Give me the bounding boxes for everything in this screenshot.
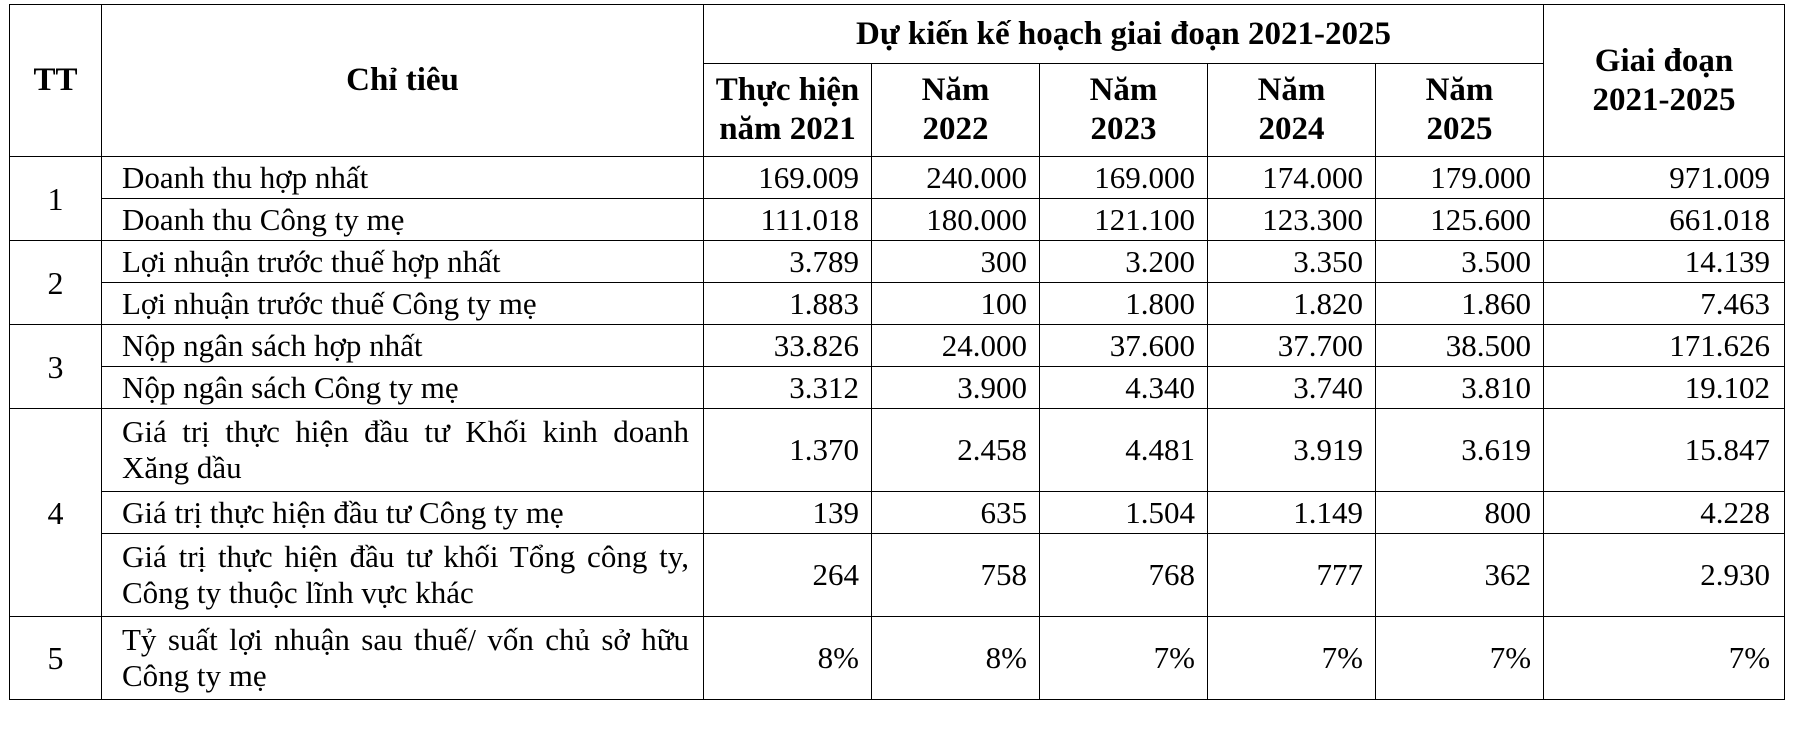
table-row [10,534,1785,617]
cell-value: 4.340 [1040,367,1208,409]
row-number: 1 [10,157,102,241]
cell-value: 3.200 [1040,241,1208,283]
row-number: 3 [10,325,102,409]
cell-value: 111.018 [704,199,872,241]
cell-value: 2.458 [872,409,1040,492]
row-number: 2 [10,241,102,325]
row-number: 5 [10,617,102,700]
row-label: Doanh thu Công ty mẹ [102,199,704,241]
cell-value: 758 [872,534,1040,617]
row-label: Giá trị thực hiện đầu tư Khối kinh doanh Xăng dầu [102,409,704,492]
cell-value: 3.312 [704,367,872,409]
header-chi-tieu: Chỉ tiêu [102,5,704,157]
cell-value: 300 [872,241,1040,283]
row-label: Lợi nhuận trước thuế hợp nhất [102,241,704,283]
table-row [10,325,1785,367]
cell-value: 125.600 [1376,199,1544,241]
cell-value: 1.883 [704,283,872,325]
cell-value: 240.000 [872,157,1040,199]
table-header [10,5,1785,157]
header-col-2025: Năm 2025 [1376,64,1544,157]
header-total: Giai đoạn 2021-2025 [1544,5,1785,157]
header-col-2024: Năm 2024 [1208,64,1376,157]
cell-value: 3.500 [1376,241,1544,283]
cell-value: 7% [1208,617,1376,700]
header-tt: TT [10,5,102,157]
cell-value: 3.350 [1208,241,1376,283]
cell-value: 3.900 [872,367,1040,409]
cell-value: 139 [704,492,872,534]
cell-value: 1.504 [1040,492,1208,534]
cell-total: 171.626 [1544,325,1785,367]
cell-total: 14.139 [1544,241,1785,283]
cell-value: 121.100 [1040,199,1208,241]
cell-value: 1.370 [704,409,872,492]
cell-value: 7% [1376,617,1544,700]
cell-value: 7% [1040,617,1208,700]
row-label: Lợi nhuận trước thuế Công ty mẹ [102,283,704,325]
cell-value: 169.009 [704,157,872,199]
row-label: Nộp ngân sách hợp nhất [102,325,704,367]
cell-total: 4.228 [1544,492,1785,534]
cell-value: 100 [872,283,1040,325]
cell-value: 169.000 [1040,157,1208,199]
table-row [10,617,1785,700]
cell-total: 15.847 [1544,409,1785,492]
cell-total: 661.018 [1544,199,1785,241]
table-row [10,409,1785,492]
table-row [10,241,1785,283]
header-col-2023: Năm 2023 [1040,64,1208,157]
table-row [10,283,1785,325]
row-number: 4 [10,409,102,617]
cell-value: 1.149 [1208,492,1376,534]
cell-total: 7.463 [1544,283,1785,325]
cell-value: 1.860 [1376,283,1544,325]
row-label: Giá trị thực hiện đầu tư khối Tổng công ty, Công ty thuộc lĩnh vực khác [102,534,704,617]
cell-value: 3.810 [1376,367,1544,409]
cell-value: 33.826 [704,325,872,367]
cell-value: 3.740 [1208,367,1376,409]
cell-value: 264 [704,534,872,617]
cell-total: 19.102 [1544,367,1785,409]
row-label: Nộp ngân sách Công ty mẹ [102,367,704,409]
cell-total: 7% [1544,617,1785,700]
row-label: Giá trị thực hiện đầu tư Công ty mẹ [102,492,704,534]
table-row [10,492,1785,534]
cell-value: 777 [1208,534,1376,617]
cell-value: 362 [1376,534,1544,617]
table-body [10,157,1785,700]
cell-value: 180.000 [872,199,1040,241]
cell-value: 37.600 [1040,325,1208,367]
cell-value: 38.500 [1376,325,1544,367]
row-label: Tỷ suất lợi nhuận sau thuế/ vốn chủ sở hữu Công ty mẹ [102,617,704,700]
cell-value: 1.800 [1040,283,1208,325]
cell-value: 3.919 [1208,409,1376,492]
cell-value: 174.000 [1208,157,1376,199]
business-plan-table [9,4,1785,700]
table-row [10,199,1785,241]
cell-value: 635 [872,492,1040,534]
cell-value: 123.300 [1208,199,1376,241]
table-row [10,367,1785,409]
cell-value: 3.619 [1376,409,1544,492]
cell-value: 768 [1040,534,1208,617]
cell-value: 3.789 [704,241,872,283]
cell-value: 1.820 [1208,283,1376,325]
cell-value: 4.481 [1040,409,1208,492]
cell-value: 179.000 [1376,157,1544,199]
cell-total: 2.930 [1544,534,1785,617]
header-col-2021: Thực hiện năm 2021 [704,64,872,157]
cell-value: 24.000 [872,325,1040,367]
cell-value: 8% [872,617,1040,700]
cell-value: 8% [704,617,872,700]
header-group-title: Dự kiến kế hoạch giai đoạn 2021-2025 [704,5,1544,64]
cell-total: 971.009 [1544,157,1785,199]
header-col-2022: Năm 2022 [872,64,1040,157]
cell-value: 800 [1376,492,1544,534]
cell-value: 37.700 [1208,325,1376,367]
row-label: Doanh thu hợp nhất [102,157,704,199]
table-row [10,157,1785,199]
